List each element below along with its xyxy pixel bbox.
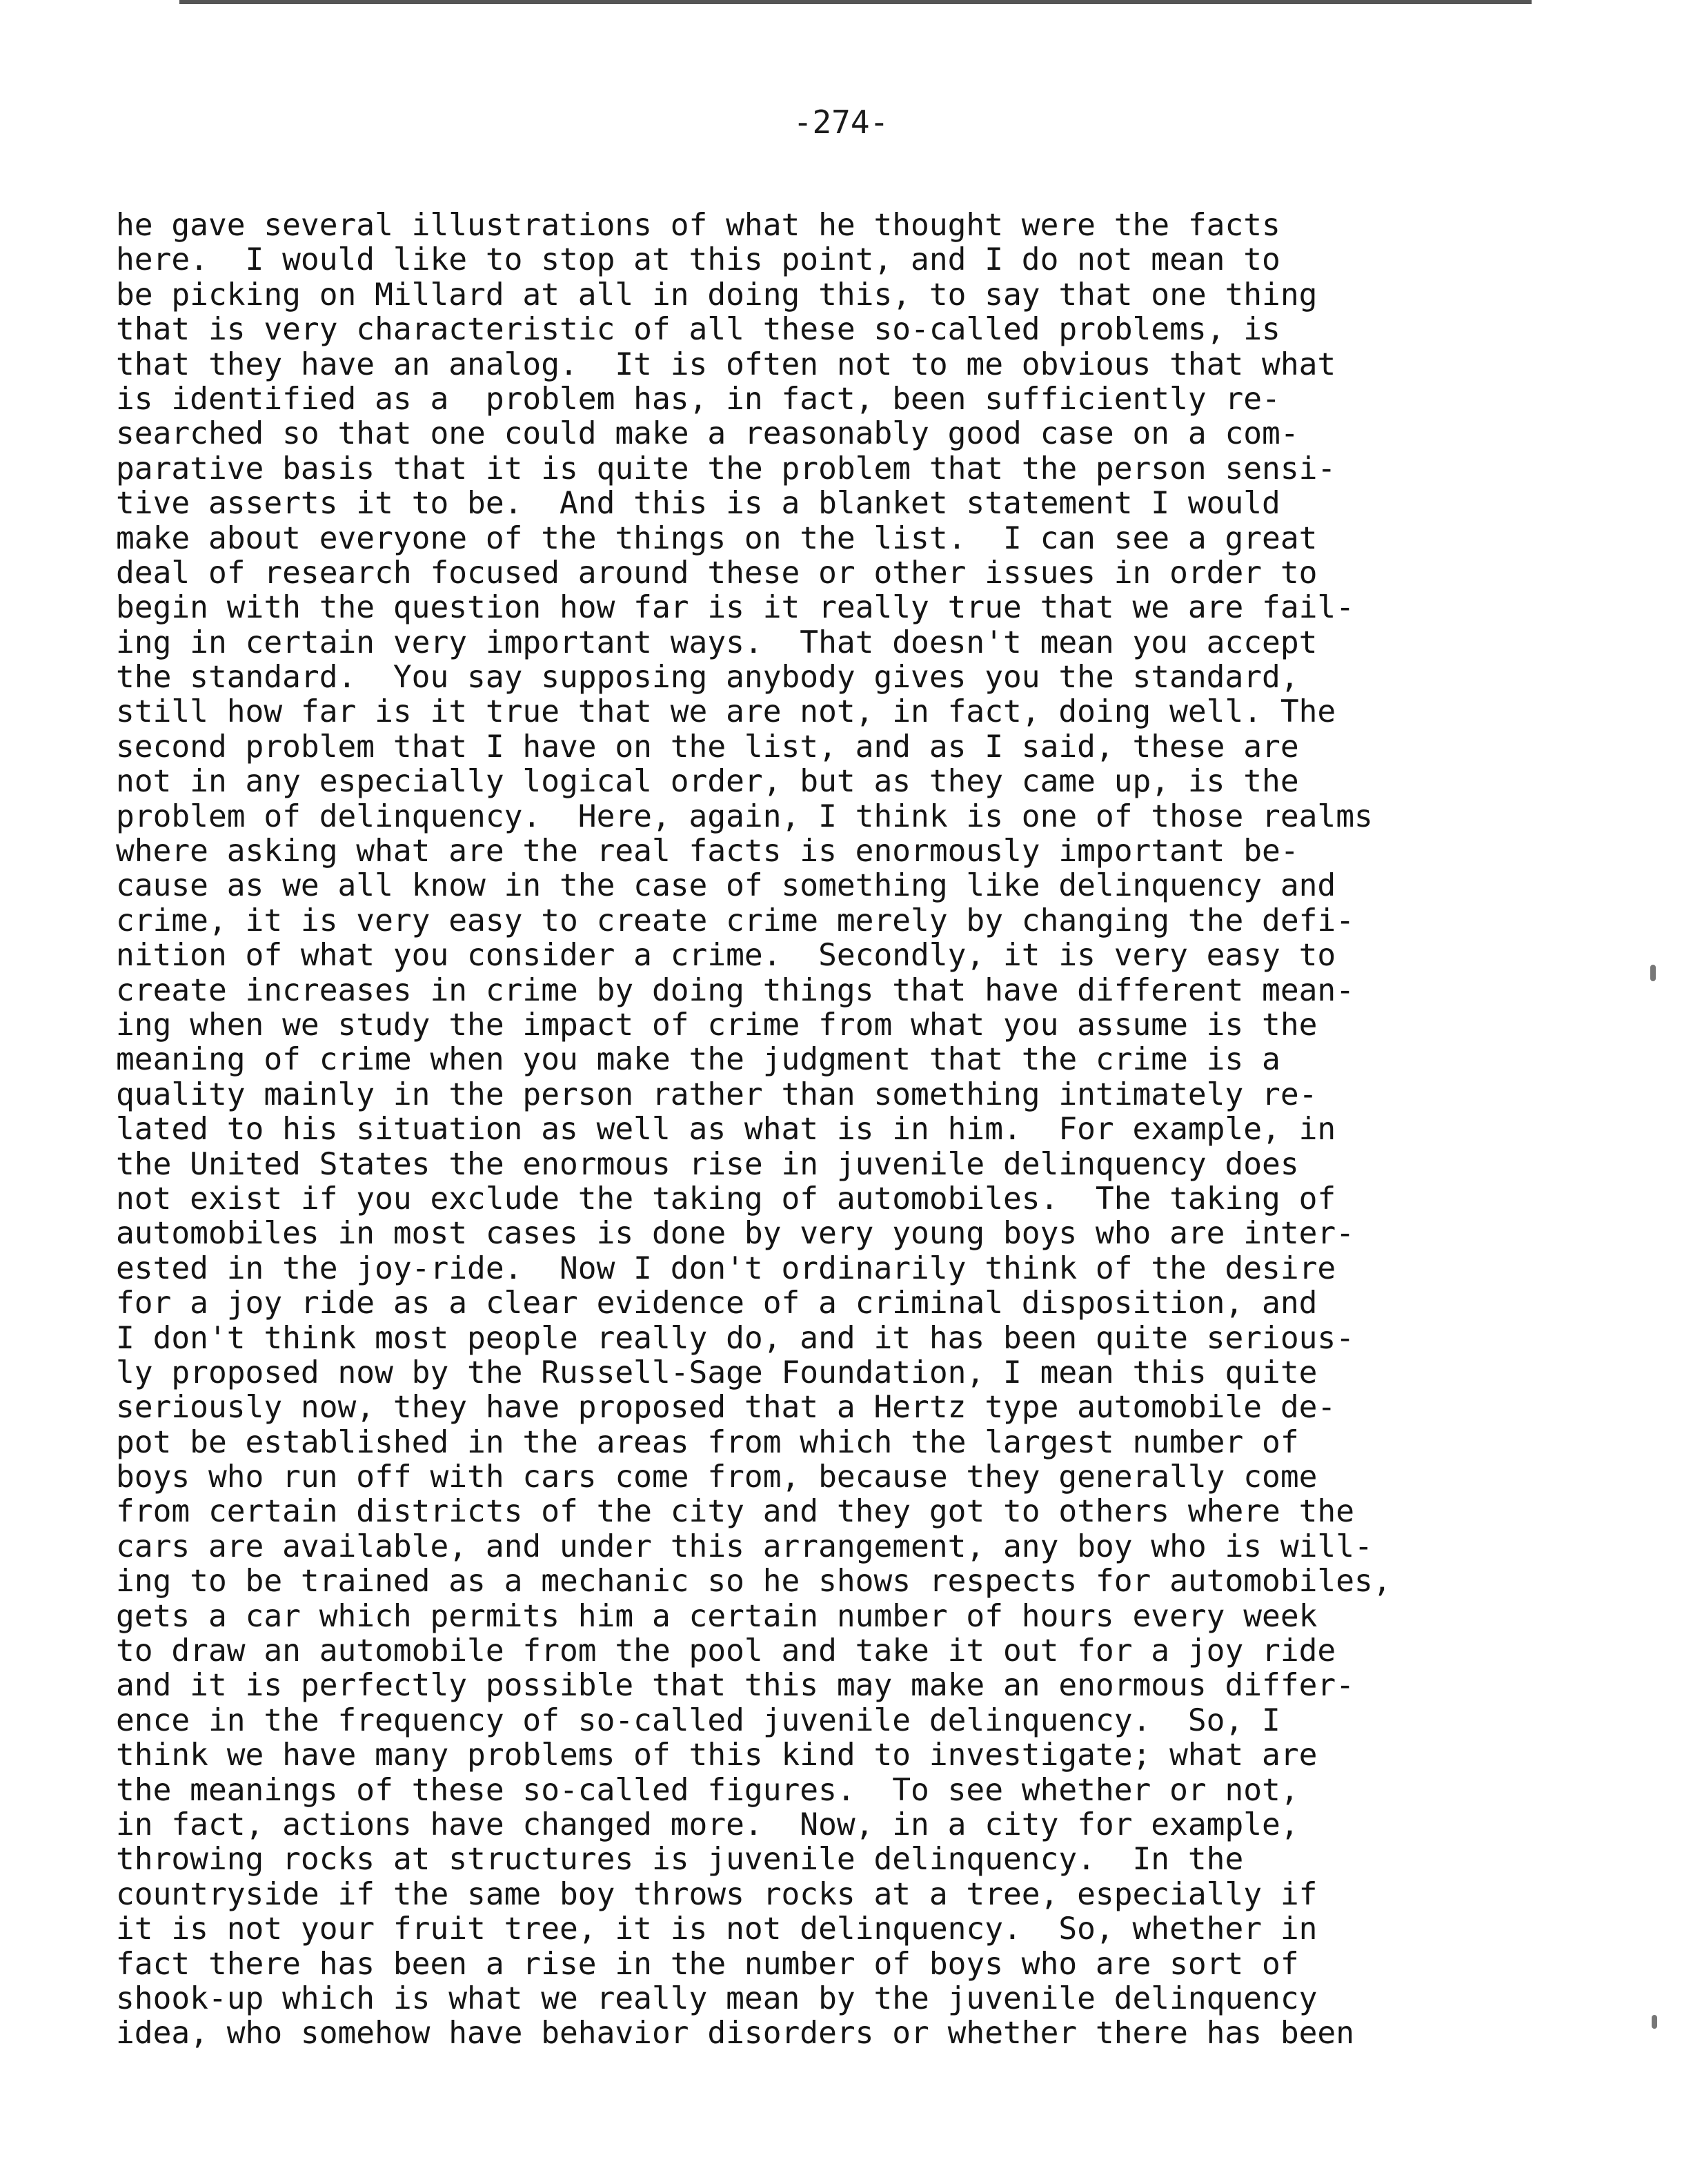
text-line: deal of research focused around these or other issues in order to	[116, 555, 1318, 591]
text-line: shook-up which is what we really mean by the juvenile delinquency	[116, 1980, 1318, 2016]
text-line: lated to his situation as well as what is in him. For example, in	[116, 1112, 1336, 1148]
text-line: that they have an analog. It is often not to me obvious that what	[116, 346, 1336, 382]
text-line: from certain districts of the city and they got to others where the	[116, 1494, 1355, 1530]
text-line: parative basis that it is quite the problem that the person sensi-	[116, 451, 1336, 486]
text-line: begin with the question how far is it really true that we are fail-	[116, 590, 1355, 626]
page-number: -274-	[793, 104, 889, 141]
text-line: cars are available, and under this arrangement, any boy who is will-	[116, 1528, 1373, 1564]
text-line: nition of what you consider a crime. Secondly, it is very easy to	[116, 938, 1336, 974]
text-line: it is not your fruit tree, it is not delinquency. So, whether in	[116, 1911, 1318, 1947]
text-line: ing in certain very important ways. That doesn't mean you accept	[116, 624, 1318, 660]
text-line: searched so that one could make a reasonably good case on a com-	[116, 416, 1299, 452]
text-line: ence in the frequency of so-called juvenile delinquency. So, I	[116, 1702, 1280, 1738]
text-line: second problem that I have on the list, and as I said, these are	[116, 729, 1299, 765]
text-line: crime, it is very easy to create crime merely by changing the defi-	[116, 903, 1355, 938]
text-line: throwing rocks at structures is juvenile delinquency. In the	[116, 1842, 1244, 1878]
text-line: boys who run off with cars come from, because they generally come	[116, 1459, 1318, 1495]
text-line: think we have many problems of this kind to investigate; what are	[116, 1738, 1318, 1773]
text-line: tive asserts it to be. And this is a blanket statement I would	[116, 486, 1280, 522]
text-line: make about everyone of the things on the list. I can see a great	[116, 520, 1318, 556]
text-line: automobiles in most cases is done by very young boys who are inter-	[116, 1216, 1355, 1252]
text-line: in fact, actions have changed more. Now, in a city for example,	[116, 1807, 1299, 1842]
text-line: seriously now, they have proposed that a Hertz type automobile de-	[116, 1390, 1336, 1426]
text-line: ly proposed now by the Russell-Sage Foundation, I mean this quite	[116, 1355, 1318, 1390]
text-line: not in any especially logical order, but as they came up, is the	[116, 764, 1299, 800]
text-line: countryside if the same boy throws rocks at a tree, especially if	[116, 1876, 1318, 1912]
text-line: cause as we all know in the case of something like delinquency and	[116, 868, 1336, 904]
text-line: that is very characteristic of all these so-called problems, is	[116, 312, 1280, 348]
text-line: problem of delinquency. Here, again, I think is one of those realms	[116, 798, 1373, 834]
body-text	[116, 208, 1551, 2052]
text-line: pot be established in the areas from which the largest number of	[116, 1424, 1299, 1460]
margin-mark	[1652, 2015, 1657, 2029]
text-line: fact there has been a rise in the number of boys who are sort of	[116, 1946, 1299, 1982]
text-line: quality mainly in the person rather than something intimately re-	[116, 1076, 1318, 1112]
text-line: ing when we study the impact of crime from what you assume is the	[116, 1007, 1318, 1043]
text-line: and it is perfectly possible that this may make an enormous differ-	[116, 1668, 1355, 1704]
margin-mark	[1650, 965, 1656, 981]
text-line: where asking what are the real facts is enormously important be-	[116, 834, 1299, 869]
text-line: idea, who somehow have behavior disorders or whether there has been	[116, 2016, 1355, 2052]
text-line: I don't think most people really do, and it has been quite serious-	[116, 1320, 1355, 1356]
text-line: for a joy ride as a clear evidence of a criminal disposition, and	[116, 1286, 1318, 1321]
text-line: ing to be trained as a mechanic so he shows respects for automobiles,	[116, 1564, 1392, 1600]
text-line: the meanings of these so-called figures. To see whether or not,	[116, 1772, 1299, 1808]
text-line: ested in the joy-ride. Now I don't ordinarily think of the desire	[116, 1250, 1336, 1286]
text-line: gets a car which permits him a certain number of hours every week	[116, 1598, 1318, 1634]
text-line: the standard. You say supposing anybody gives you the standard,	[116, 660, 1299, 696]
text-line: create increases in crime by doing things that have different mean-	[116, 972, 1355, 1008]
text-line: be picking on Millard at all in doing this, to say that one thing	[116, 277, 1318, 313]
text-line: meaning of crime when you make the judgment that the crime is a	[116, 1042, 1280, 1078]
text-line: here. I would like to stop at this point, and I do not mean to	[116, 242, 1280, 278]
text-line: not exist if you exclude the taking of automobiles. The taking of	[116, 1181, 1336, 1217]
text-line: still how far is it true that we are not, in fact, doing well. The	[116, 694, 1336, 730]
text-line: the United States the enormous rise in juvenile delinquency does	[116, 1146, 1299, 1182]
page-top-edge	[179, 0, 1532, 4]
text-line: he gave several illustrations of what he thought were the facts	[116, 208, 1280, 243]
text-line: to draw an automobile from the pool and take it out for a joy ride	[116, 1633, 1336, 1669]
text-line: is identified as a problem has, in fact, been sufficiently re-	[116, 381, 1280, 417]
